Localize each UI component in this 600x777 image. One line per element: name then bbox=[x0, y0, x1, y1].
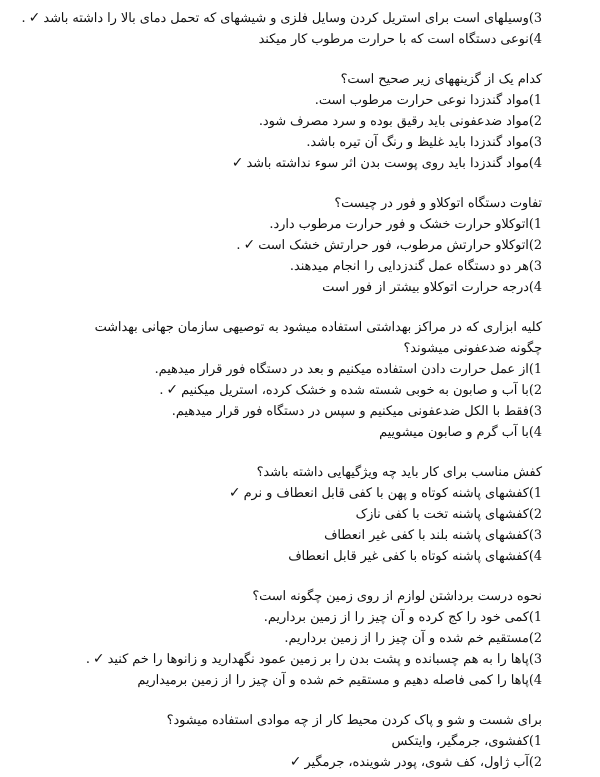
option-number: 4) bbox=[528, 156, 542, 171]
option-1 bbox=[64, 359, 542, 380]
option-text: کفشوی، جرمگیر، وایتکس bbox=[391, 734, 529, 749]
option-2 bbox=[64, 628, 542, 649]
option-text: اتوکلاو حرارتش مرطوب، فور حرارتش خشک است bbox=[258, 238, 529, 253]
option-tail: . bbox=[236, 238, 241, 253]
option-number: 3) bbox=[528, 528, 542, 543]
option-text: مواد ضدعفونی باید رقیق بوده و سرد مصرف شود. bbox=[258, 114, 529, 129]
option-tail: . bbox=[159, 383, 164, 398]
option-number: 2) bbox=[528, 507, 542, 522]
option-number: 4) bbox=[528, 32, 542, 47]
option-1 bbox=[64, 607, 542, 628]
option-text: مستقیم خم شده و آن چیز را از زمین برداریم. bbox=[284, 631, 529, 646]
option-number: 1) bbox=[528, 93, 542, 108]
option-3 bbox=[64, 649, 542, 670]
option-number: 1) bbox=[528, 217, 542, 232]
option-text: مواد گندزدا باید روی پوست بدن اثر سوء نداشته باشد bbox=[246, 156, 529, 171]
option-number: 3) bbox=[528, 11, 542, 26]
checkmark-icon: ✓ bbox=[243, 237, 256, 253]
option-number: 1) bbox=[528, 734, 542, 749]
option-text: مواد گندزدا نوعی حرارت مرطوب است. bbox=[314, 93, 529, 108]
checkmark-icon: ✓ bbox=[28, 10, 41, 26]
question-2 bbox=[64, 193, 542, 298]
option-2 bbox=[64, 504, 542, 525]
option-1 bbox=[64, 483, 542, 504]
option-tail: . bbox=[21, 11, 26, 26]
option-text: کفشهای پاشنه کوتاه با کفی غیر قابل انعطاف bbox=[288, 549, 529, 564]
option-3 bbox=[64, 525, 542, 546]
option-number: 4) bbox=[528, 280, 542, 295]
option-text: آب ژاول، کف شوی، پودر شوینده، جرمگیر bbox=[304, 755, 529, 770]
question-4 bbox=[64, 462, 542, 567]
question-text: کلیه ابزاری که در مراکز بهداشتی استفاده میشود به توصیهی سازمان جهانی بهداشت چگونه ضدعفونی میشوند؟ bbox=[94, 320, 542, 356]
option-text: کفشهای پاشنه بلند با کفی غیر انعطاف bbox=[324, 528, 529, 543]
option-number: 3) bbox=[528, 259, 542, 274]
option-text: پاها را کمی فاصله دهیم و مستقیم خم شده و آن چیز را از زمین برمیداریم bbox=[137, 673, 529, 688]
option-text: با آب و صابون به خوبی شسته شده و خشک کرده، استریل میکنیم bbox=[181, 383, 529, 398]
option-text: وسیلهای است برای استریل کردن وسایل فلزی و شیشهای که تحمل دمای بالا را داشته باشد bbox=[43, 11, 529, 26]
checkmark-icon: ✓ bbox=[166, 382, 179, 398]
option-2 bbox=[64, 380, 542, 401]
option-4 bbox=[64, 153, 542, 174]
option-2 bbox=[64, 752, 542, 773]
question-text: کدام یک از گزینههای زیر صحیح است؟ bbox=[340, 72, 542, 87]
option-1 bbox=[64, 731, 542, 752]
option-number: 2) bbox=[528, 755, 542, 770]
option-2 bbox=[64, 111, 542, 132]
option-2 bbox=[64, 235, 542, 256]
option-4 bbox=[64, 670, 542, 691]
question-text: تفاوت دستگاه اتوکلاو و فور در چیست؟ bbox=[334, 196, 542, 211]
question-5 bbox=[64, 586, 542, 691]
question-text: برای شست و شو و پاک کردن محیط کار از چه موادی استفاده میشود؟ bbox=[166, 713, 542, 728]
option-4 bbox=[64, 277, 542, 298]
option-number: 2) bbox=[528, 383, 542, 398]
option-4 bbox=[64, 29, 542, 50]
option-number: 3) bbox=[528, 652, 542, 667]
option-4 bbox=[64, 546, 542, 567]
question-text: کفش مناسب برای کار باید چه ویژگیهایی داشته باشد؟ bbox=[256, 465, 542, 480]
option-number: 4) bbox=[528, 549, 542, 564]
option-number: 1) bbox=[528, 362, 542, 377]
option-number: 2) bbox=[528, 114, 542, 129]
option-3 bbox=[64, 132, 542, 153]
option-4 bbox=[64, 422, 542, 443]
option-3 bbox=[21, 8, 542, 29]
option-text: اتوکلاو حرارت خشک و فور حرارت مرطوب دارد. bbox=[269, 217, 529, 232]
option-number: 3) bbox=[528, 404, 542, 419]
option-number: 1) bbox=[528, 486, 542, 501]
option-text: کفشهای پاشنه تخت با کفی نازک bbox=[355, 507, 529, 522]
option-text: فقط با الکل ضدعفونی میکنیم و سپس در دستگاه فور قرار میدهیم. bbox=[171, 404, 529, 419]
option-number: 1) bbox=[528, 610, 542, 625]
option-1 bbox=[64, 90, 542, 111]
option-3 bbox=[64, 256, 542, 277]
question-1 bbox=[64, 69, 542, 174]
option-number: 3) bbox=[528, 135, 542, 150]
question-3 bbox=[64, 317, 542, 443]
option-text: درجه حرارت اتوکلاو بیشتر از فور است bbox=[322, 280, 529, 295]
top-fragment bbox=[21, 8, 542, 50]
option-number: 2) bbox=[528, 631, 542, 646]
option-text: با آب گرم و صابون میشوییم bbox=[379, 425, 529, 440]
option-text: نوعی دستگاه است که با حرارت مرطوب کار میکند bbox=[258, 32, 529, 47]
option-number: 4) bbox=[528, 425, 542, 440]
question-text: نحوه درست برداشتن لوازم از روی زمین چگونه است؟ bbox=[252, 589, 542, 604]
checkmark-icon: ✓ bbox=[289, 754, 302, 770]
option-text: هر دو دستگاه عمل گندزدایی را انجام میدهند. bbox=[289, 259, 529, 274]
option-3 bbox=[64, 401, 542, 422]
option-text: کفشهای پاشنه کوتاه و پهن با کفی قابل انعطاف و نرم bbox=[243, 486, 529, 501]
option-text: پاها را به هم چسبانده و پشت بدن را بر زمین عمود نگهدارید و زانوها را خم کنید bbox=[107, 652, 529, 667]
option-number: 4) bbox=[528, 673, 542, 688]
option-text: مواد گندزدا باید غلیظ و رنگ آن تیره باشد. bbox=[306, 135, 529, 150]
option-text: کمی خود را کج کرده و آن چیز را از زمین برداریم. bbox=[263, 610, 529, 625]
checkmark-icon: ✓ bbox=[228, 485, 241, 501]
checkmark-icon: ✓ bbox=[231, 155, 244, 171]
option-tail: . bbox=[85, 652, 90, 667]
option-number: 2) bbox=[528, 238, 542, 253]
option-1 bbox=[64, 214, 542, 235]
question-6 bbox=[64, 710, 542, 773]
checkmark-icon: ✓ bbox=[92, 651, 105, 667]
option-text: از عمل حرارت دادن استفاده میکنیم و بعد در دستگاه فور قرار میدهیم. bbox=[154, 362, 529, 377]
